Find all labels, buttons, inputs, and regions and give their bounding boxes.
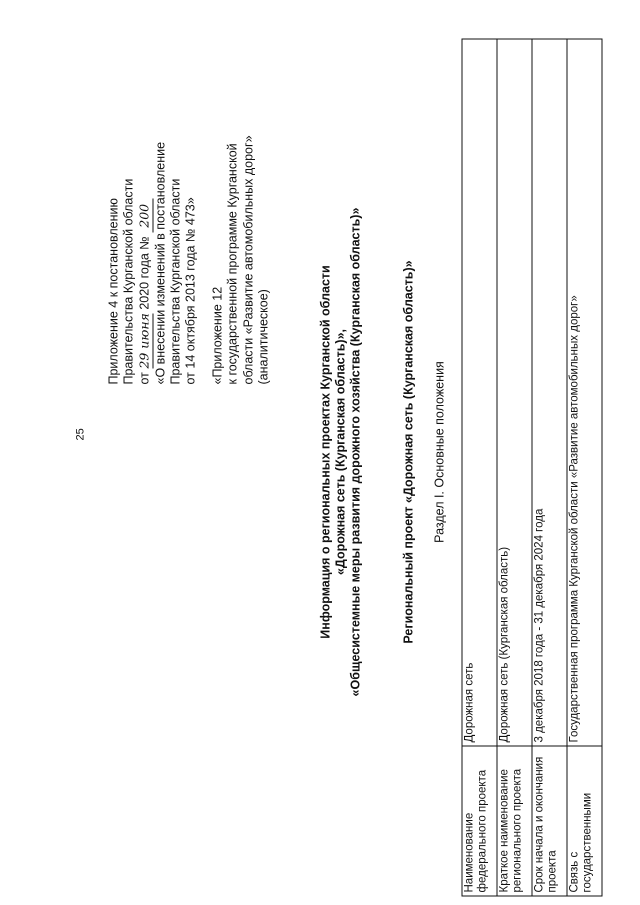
prev-appendix-line: «Приложение 12 <box>210 286 225 385</box>
document-heading <box>318 0 363 905</box>
prev-appendix-line: к государственной программе Курганской <box>225 143 240 385</box>
row-value: 3 декабря 2018 года - 31 декабря 2024 года <box>532 39 567 746</box>
appendix-line: «О внесении изменений в постановление <box>152 141 167 385</box>
table-row <box>462 39 497 896</box>
appendix-line: Правительства Курганской области <box>167 178 182 385</box>
table-row <box>497 39 532 896</box>
prev-appendix-line: области «Развитие автомобильных дорог» <box>240 135 255 385</box>
section-title: Раздел I. Основные положения <box>432 361 446 543</box>
heading-line: Информация о региональных проектах Курганской области <box>318 265 332 639</box>
appendix-block <box>106 5 271 385</box>
page-number: 25 <box>74 428 86 441</box>
heading-line: «Дорожная сеть (Курганская область)», <box>333 328 347 576</box>
row-value: Государственная программа Курганской области «Развитие автомобильных дорог» <box>567 39 602 746</box>
appendix-line: Правительства Курганской области <box>121 178 136 385</box>
heading-line: «Общесистемные меры развития дорожного хозяйства (Курганская область)» <box>348 207 362 697</box>
table-row <box>567 39 602 896</box>
appendix-date-line <box>136 5 152 385</box>
row-label: Краткое наименование регионального проекта <box>497 746 532 896</box>
row-label: Связь с государственными <box>567 746 602 896</box>
handwritten-date: 29 июня <box>136 313 152 369</box>
date-suffix: 2020 года № <box>137 236 152 310</box>
appendix-line: от 14 октября 2013 года № 473» <box>183 197 198 385</box>
row-label: Срок начала и окончания проекта <box>532 746 567 896</box>
row-value: Дорожная сеть <box>462 39 497 746</box>
spacer <box>198 5 210 385</box>
row-value: Дорожная сеть (Курганская область) <box>497 39 532 746</box>
prev-appendix-line: (аналитическое) <box>255 289 270 385</box>
project-heading: Региональный проект «Дорожная сеть (Курганская область)» <box>401 260 415 644</box>
appendix-line: Приложение 4 к постановлению <box>106 198 120 385</box>
table-row <box>532 39 567 896</box>
handwritten-number: 200 <box>136 199 152 233</box>
info-table <box>461 39 602 897</box>
date-prefix: от <box>137 372 152 385</box>
row-label: Наименование федерального проекта <box>462 746 497 896</box>
